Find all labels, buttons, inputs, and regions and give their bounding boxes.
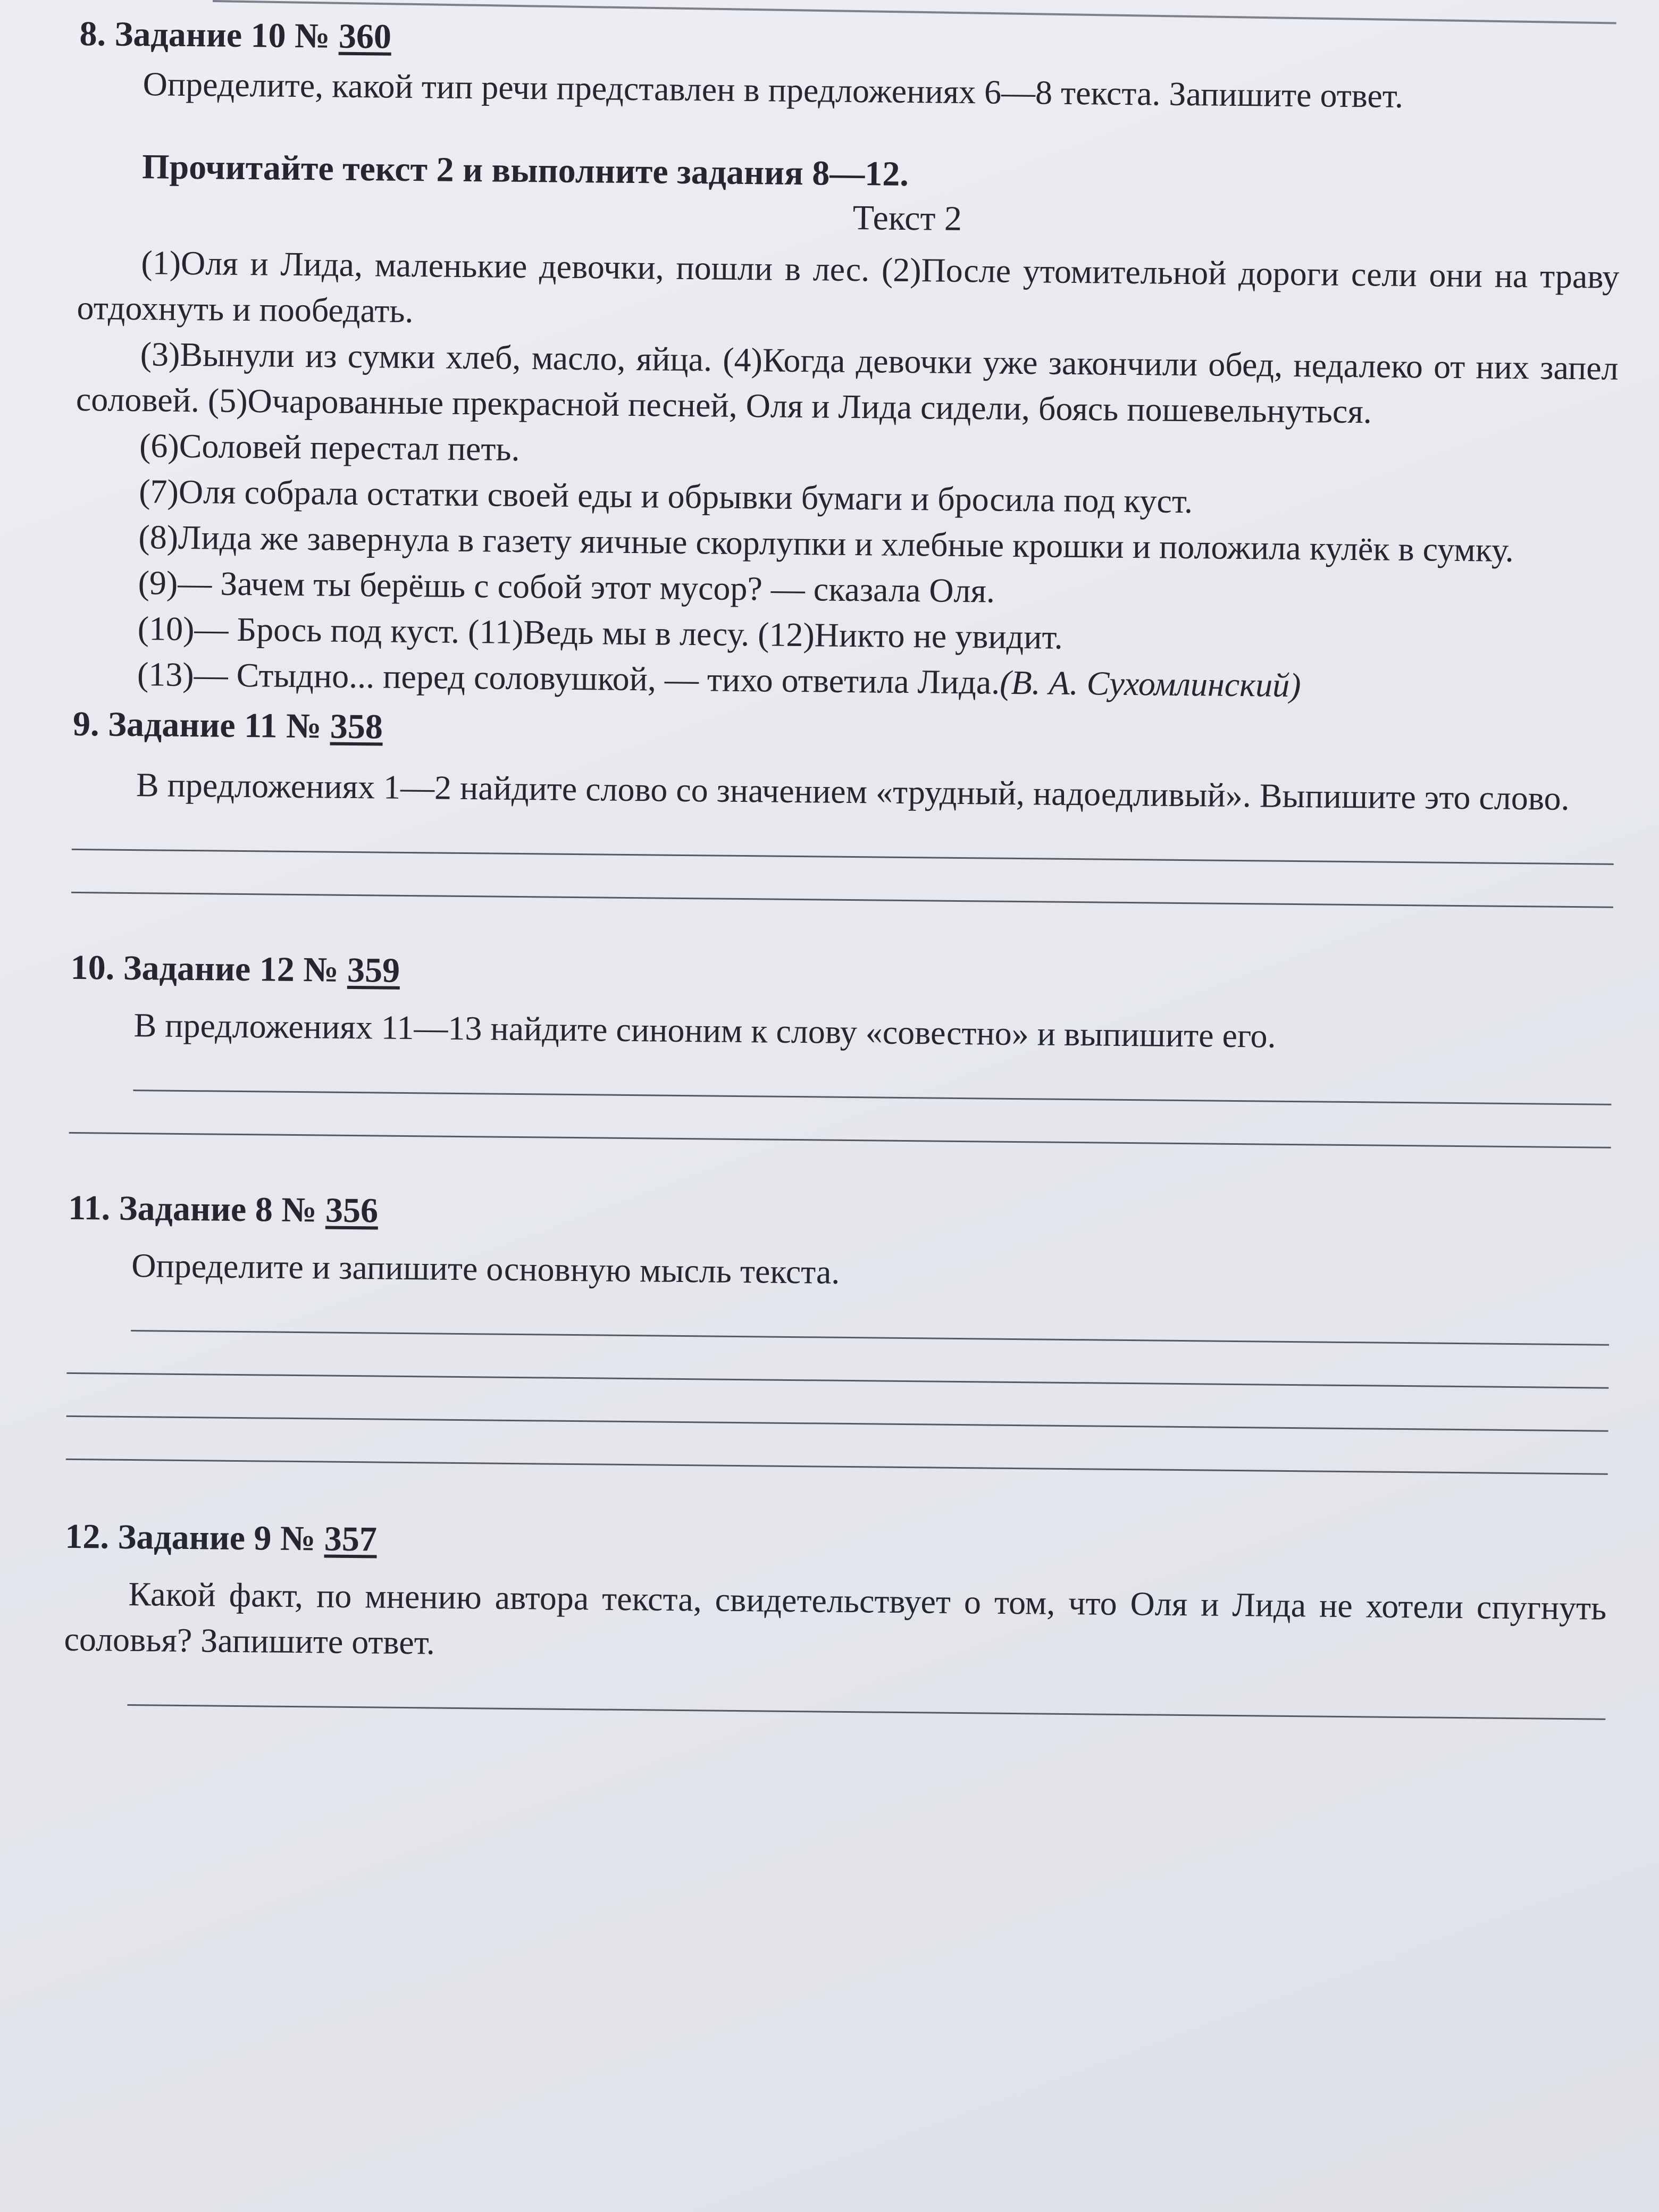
task-9-number-link[interactable]: 358 — [330, 707, 383, 747]
task-8 — [79, 11, 1622, 121]
task-11-header — [68, 1185, 1611, 1246]
task-10-number-link[interactable]: 359 — [347, 950, 400, 990]
text-paragraph: (6)Соловей перестал петь. — [139, 426, 520, 468]
task-11 — [66, 1185, 1611, 1475]
task-12-title: 12. Задание 9 № — [65, 1516, 325, 1559]
task-9-question: В предложениях 1—2 найдите слово со значением «трудный, надоедливый». Выпишите это слово. — [136, 766, 1570, 817]
text-paragraph: (1)Оля и Лида, маленькие девочки, пошли в лес. (2)После утомительной дороги сели они на траву отдохнуть и пообедать. — [77, 244, 1620, 330]
task-12-answer-area[interactable] — [63, 1704, 1605, 1720]
text-paragraph: (8)Лида же завернула в газету яичные скорлупки и хлебные крошки и положила кулёк в сумку. — [138, 518, 1514, 569]
task-12 — [63, 1513, 1607, 1720]
text-paragraph-13: (13)— Стыдно... перед соловушкой, — тихо ответила Лида. — [137, 655, 1000, 701]
task-11-answer-area[interactable] — [66, 1329, 1609, 1475]
answer-line[interactable] — [127, 1704, 1605, 1720]
task-10-title: 10. Задание 12 № — [70, 948, 348, 990]
answer-line[interactable] — [66, 1372, 1608, 1389]
task-11-title: 11. Задание 8 № — [68, 1188, 326, 1230]
answer-line[interactable] — [131, 1330, 1609, 1346]
text-paragraph: (9)— Зачем ты берёшь с собой этот мусор? — сказала Оля. — [138, 564, 995, 610]
task-11-question: Определите и запишите основную мысль текста. — [131, 1246, 840, 1291]
task-8-title: 8. Задание 10 № — [79, 14, 339, 56]
answer-line[interactable] — [66, 1459, 1608, 1475]
text-paragraph: (7)Оля собрала остатки своей еды и обрывки бумаги и бросила под куст. — [138, 472, 1193, 521]
task-9-header — [73, 701, 1615, 763]
answer-line[interactable] — [69, 1132, 1611, 1149]
text-paragraph: (3)Вынули из сумки хлеб, масло, яйца. (4)Когда девочки уже закончили обед, недалеко от них запел соловей. (5)Очарованные прекрасной песней, Оля и Лида сидели, боясь пошевельнуться. — [76, 335, 1619, 431]
task-12-number-link[interactable]: 357 — [324, 1519, 378, 1559]
answer-line[interactable] — [71, 892, 1613, 908]
task-8-number-link[interactable]: 360 — [338, 16, 392, 56]
task-9-title: 9. Задание 11 № — [72, 704, 331, 746]
task-10 — [69, 944, 1613, 1149]
reading-instruction: Прочитайте текст 2 и выполните задания 8—12. — [141, 147, 909, 194]
answer-line[interactable] — [66, 1415, 1608, 1432]
task-11-number-link[interactable]: 356 — [325, 1191, 379, 1230]
text-paragraph: (10)— Брось под куст. (11)Ведь мы в лесу. (12)Никто не увидит. — [137, 609, 1063, 656]
task-10-header — [70, 944, 1613, 1006]
task-10-answer-area[interactable] — [69, 1089, 1612, 1149]
task-9 — [71, 701, 1615, 908]
worksheet-content — [63, 11, 1621, 1720]
answer-line[interactable] — [133, 1090, 1611, 1105]
answer-line[interactable] — [72, 849, 1614, 865]
text-title: Текст 2 — [852, 198, 962, 238]
task-12-header — [65, 1513, 1607, 1575]
task-10-question: В предложениях 11—13 найдите синоним к слову «совестно» и выпишите его. — [133, 1006, 1276, 1055]
task-12-question: Какой факт, по мнению автора текста, свидетельствует о том, что Оля и Лида не хотели спугнуть соловья? Запишите ответ. — [64, 1575, 1607, 1662]
task-9-answer-area[interactable] — [71, 849, 1614, 908]
task-8-question: Определите, какой тип речи представлен в предложениях 6—8 текста. Запишите ответ. — [143, 65, 1404, 115]
reading-text — [73, 239, 1620, 711]
text-author: (В. А. Сухомлинский) — [999, 663, 1301, 705]
